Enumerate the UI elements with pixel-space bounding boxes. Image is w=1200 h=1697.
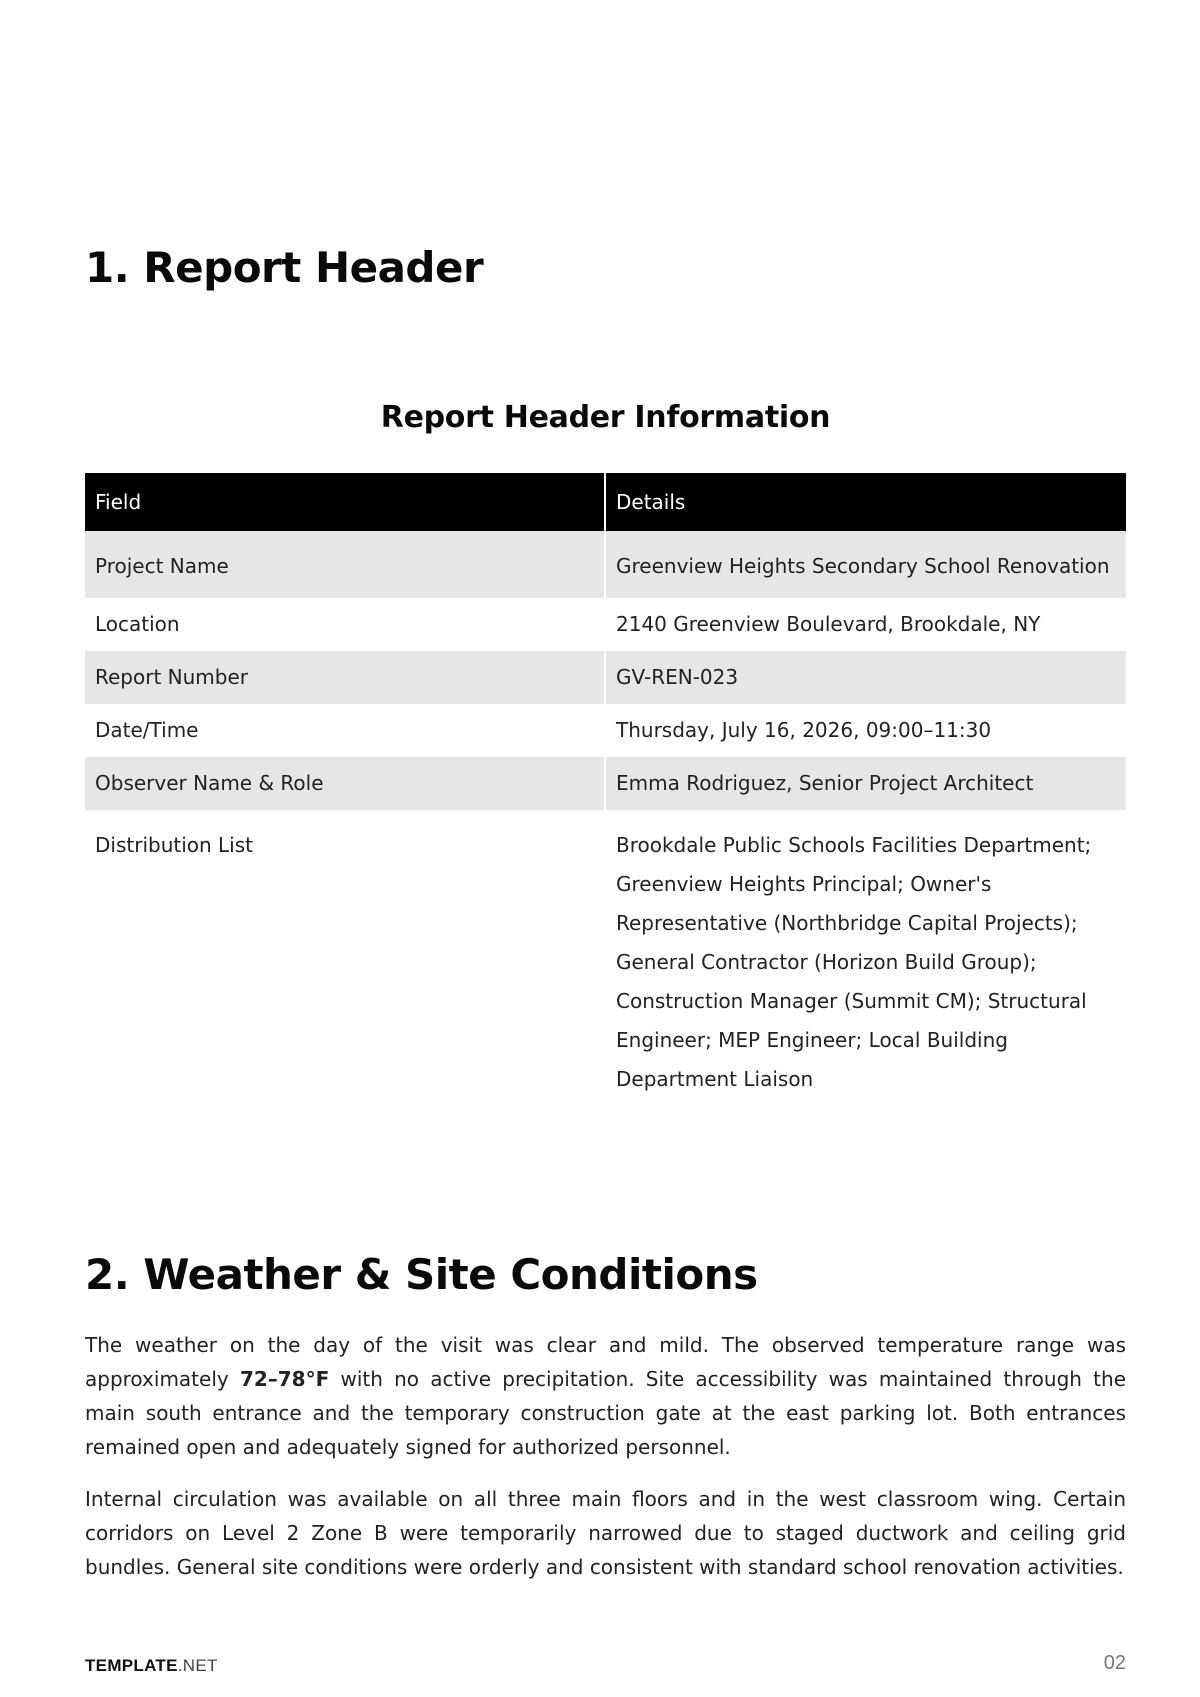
cell-details: Thursday, July 16, 2026, 09:00–11:30: [605, 704, 1126, 757]
table-row: [85, 704, 1126, 757]
footer-brand-logo: [85, 1656, 218, 1676]
cell-field: Date/Time: [85, 704, 605, 757]
brand-light: .NET: [177, 1656, 218, 1675]
table-title: Report Header Information: [380, 400, 831, 435]
table-header-row: [85, 473, 1126, 531]
table-row: [85, 810, 1126, 1111]
cell-field: Distribution List: [85, 810, 605, 1111]
cell-details: Greenview Heights Secondary School Renovation: [605, 531, 1126, 598]
section-heading-report-header: 1. Report Header: [85, 243, 484, 292]
cell-field: Project Name: [85, 531, 605, 598]
table-row: [85, 757, 1126, 810]
brand-bold: TEMPLATE: [85, 1656, 178, 1675]
cell-field: Report Number: [85, 651, 605, 704]
weather-paragraph: [85, 1328, 1126, 1464]
cell-field: Location: [85, 598, 605, 651]
cell-details: 2140 Greenview Boulevard, Brookdale, NY: [605, 598, 1126, 651]
column-header-details: Details: [605, 473, 1126, 531]
circulation-paragraph: Internal circulation was available on all three main floors and in the west classroom wing. Certain corridors on Level 2 Zone B were temporarily narrowed due to staged ductwork and ceiling grid bundles. General site conditions were orderly and consistent with standard school renovation activities.: [85, 1487, 1126, 1579]
table-row: [85, 598, 1126, 651]
section-heading-weather: 2. Weather & Site Conditions: [85, 1250, 758, 1299]
weather-text-end: with no active precipitation. Site accessibility was maintained through the main south entrance and the temporary construction gate at the east parking lot. Both entrances remained open and adequately signed for authorized personnel.: [85, 1367, 1126, 1459]
report-header-table: [85, 473, 1126, 1111]
column-header-field: Field: [85, 473, 605, 531]
temperature-range: 72–78°F: [239, 1367, 330, 1391]
cell-details: Emma Rodriguez, Senior Project Architect: [605, 757, 1126, 810]
cell-field: Observer Name & Role: [85, 757, 605, 810]
cell-details: GV-REN-023: [605, 651, 1126, 704]
table-row: [85, 531, 1126, 598]
cell-details: Brookdale Public Schools Facilities Department; Greenview Heights Principal; Owner's Representative (Northbridge Capital Projects); General Contractor (Horizon Build Group); Construction Manager (Summit CM); Structural Engineer; MEP Engineer; Local Building Department Liaison: [605, 810, 1126, 1111]
page-number: 02: [1103, 1652, 1126, 1674]
weather-text-start: The weather on the day of the visit was clear and mild. The observed temperature range was approximately: [85, 1333, 1126, 1391]
table-row: [85, 651, 1126, 704]
